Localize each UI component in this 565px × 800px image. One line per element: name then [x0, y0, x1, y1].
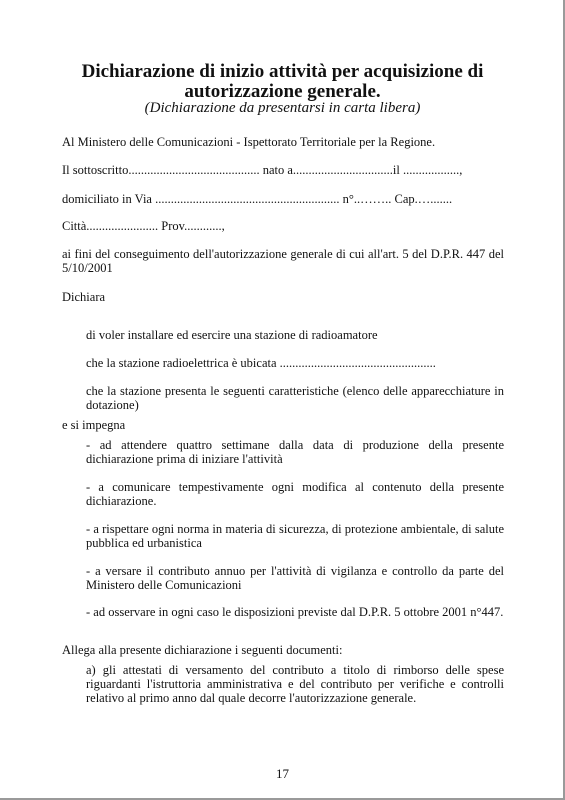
addressee-line: Al Ministero delle Comunicazioni - Ispettorato Territoriale per la Regione.: [62, 135, 436, 149]
dichiara-item: di voler installare ed esercire una stazione di radioamatore: [86, 328, 378, 342]
allega-item: a) gli attestati di versamento del contributo a titolo di rimborso delle spese riguardanti l'istruttoria amministrativa e del contributo per verifiche e controlli relativo al primo anno dal quale decorre l'autorizzazione generale.: [86, 663, 504, 705]
impegna-item: - ad attendere quattro settimane dalla data di produzione della presente dichiarazione prima di iniziare l'attività: [86, 438, 504, 466]
citta-line: Città....................... Prov............,: [62, 219, 225, 233]
dichiara-item: che la stazione radioelettrica è ubicata ..................................................: [86, 356, 436, 370]
document-title: Dichiarazione di inizio attività per acquisizione di autorizzazione generale.: [81, 61, 484, 102]
impegna-item: - ad osservare in ogni caso le disposizioni previste dal D.P.R. 5 ottobre 2001 n°447.: [86, 605, 504, 619]
page-number: 17: [276, 766, 289, 781]
impegna-item: - a rispettare ogni norma in materia di sicurezza, di protezione ambientale, di salute pubblica ed urbanistica: [86, 522, 504, 550]
impegna-heading: e si impegna: [62, 418, 126, 432]
impegna-item: - a versare il contributo annuo per l'attività di vigilanza e controllo da parte del Ministero delle Comunicazioni: [86, 564, 504, 592]
purpose-paragraph: ai fini del conseguimento dell'autorizzazione generale di cui all'art. 5 del D.P.R. 447 del 5/10/2001: [62, 247, 504, 275]
document-subtitle: (Dichiarazione da presentarsi in carta libera): [144, 100, 421, 116]
dichiara-item: che la stazione presenta le seguenti caratteristiche (elenco delle apparecchiature in dotazione): [86, 384, 504, 412]
allega-heading: Allega alla presente dichiarazione i seguenti documenti:: [62, 643, 343, 657]
impegna-item: - a comunicare tempestivamente ogni modifica al contenuto della presente dichiarazione.: [86, 480, 504, 508]
dichiara-heading: Dichiara: [62, 290, 106, 304]
sottoscritto-line: Il sottoscritto.......................................... nato a................................il ..................,: [62, 163, 463, 177]
domicilio-line: domiciliato in Via ........................................................... n°..…….. Cap.….......: [62, 192, 453, 206]
